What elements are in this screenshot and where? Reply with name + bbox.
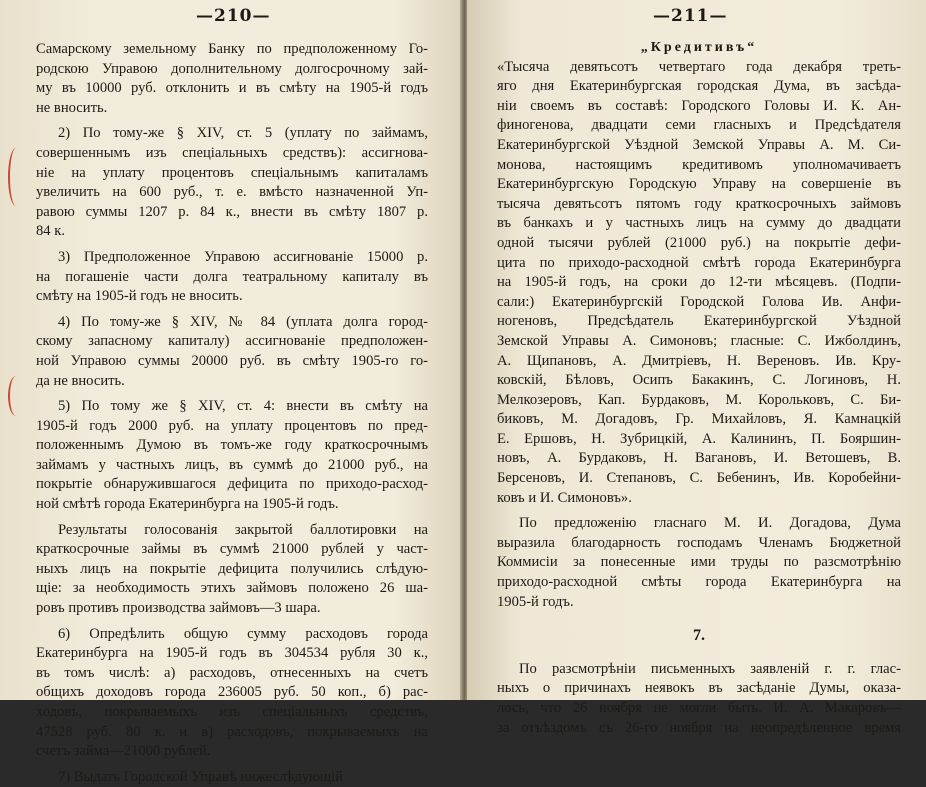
- text-line: въ банкахъ и у частныхъ лицъ на сумму до двадцати: [497, 215, 901, 232]
- text-line: на погашеніе части долга театральному капиталу въ: [36, 268, 428, 285]
- text-line: ныхъ лицъ на покрытіе дефицита получились слѣдую-: [36, 560, 428, 577]
- text-line: смѣту на 1905-й годъ не вносить.: [36, 288, 243, 305]
- text-line: Берсеновъ, И. Степановъ, С. Бебенинъ, Ив. Коробейни-: [497, 470, 901, 487]
- text-line: Мелкозеровъ, Кап. Бурдаковъ, М. Корольковъ, С. Би-: [497, 391, 901, 408]
- text-line: ной Управою суммы 20000 руб. въ смѣту 1905-го го-: [36, 352, 428, 369]
- text-line: яго дня Екатеринбургская городская Дума, въ засѣда-: [497, 78, 901, 95]
- text-line: совершеннымъ изъ спеціальныхъ средствъ): ассигнова-: [36, 144, 428, 161]
- text-line: Самарскому земельному Банку по предположенному Го-: [36, 41, 428, 57]
- text-line: на 1905-й годъ, на сроки до 12-ти мѣсяцевъ. (Подпи-: [497, 274, 901, 291]
- page-number-right: —211—: [653, 6, 728, 26]
- text-line: новъ, А. Бурдаковъ, Н. Вагановъ, И. Ветошевъ, В.: [497, 450, 901, 467]
- text-line: 7) Выдать Городской Управѣ нижеслѣдующій: [58, 768, 344, 785]
- section-number: 7.: [693, 627, 705, 645]
- text-line: счетъ займа—21000 рублей.: [36, 743, 211, 760]
- text-line: 2) По тому-же § XIV, ст. 5 (уплату по займамъ,: [58, 125, 428, 142]
- text-line: ковъ и И. Симоновъ».: [497, 489, 632, 506]
- text-line: не вносить.: [36, 99, 108, 116]
- text-line: ныхъ о причинахъ неявокъ въ засѣданіе Думы, оказа-: [497, 680, 901, 697]
- text-line: финогенова, двадцати семи гласныхъ и Предсѣдателя: [497, 117, 901, 134]
- text-line: въ томъ числѣ: а) расходовъ, отнесенныхъ на счетъ: [36, 664, 428, 681]
- text-line: 3) Предположенное Управою ассигнованіе 15000 р.: [58, 248, 428, 265]
- text-line: скому запасному капиталу) ассигнованіе предположен-: [36, 333, 428, 350]
- text-line: одной тысячи рублей (21000 руб.) на покрытіе дефи-: [497, 234, 901, 251]
- text-line: ніе на уплату процентовъ спеціальнымъ капиталамъ: [36, 164, 428, 181]
- text-line: Земской Управы А. Симоновъ; гласные: С. Ижболдинъ,: [497, 332, 901, 349]
- section-heading: „Кредитивъ“: [640, 40, 758, 55]
- text-line: сали:) Екатеринбургскій Городской Голова Ив. Анфи-: [497, 293, 901, 310]
- text-line: Е. Ершовъ, Н. Зубрицкій, А. Калининъ, П. Бояршин-: [497, 430, 901, 447]
- text-line: равою суммы 1207 р. 84 к., внести въ смѣту 1807 р.: [36, 203, 428, 220]
- left-page-text: [36, 40, 428, 787]
- text-line: Екатеринбурга на 1905-й годъ въ 304534 рубля 30 к.,: [36, 645, 428, 662]
- text-line: ходовъ, покрываемыхъ изъ спеціальныхъ средствъ,: [36, 704, 428, 720]
- text-line: увеличить на 600 руб., т. е. вмѣсто назначенной Уп-: [36, 184, 428, 201]
- text-line: 5) По тому же § XIV, ст. 4: внести въ смѣту на: [58, 398, 428, 415]
- text-line: биковъ, М. Догадовъ, Гр. Михайловъ, Я. Камнацкій: [497, 411, 901, 428]
- text-line: цита по приходо-расходной смѣтѣ города Екатеринбурга: [497, 254, 901, 271]
- text-line: тысяча девятьсотъ пятомъ году краткосрочныхъ займовъ: [497, 195, 901, 212]
- text-line: ногеновъ, Предсѣдатель Екатеринбургской Уѣздной: [497, 313, 901, 330]
- text-line: 1905-й годъ.: [497, 593, 574, 610]
- margin-mark: [8, 376, 24, 416]
- right-page-text: [497, 38, 901, 738]
- text-line: монова, настоящимъ кредитивомъ уполномачиваетъ: [497, 156, 901, 173]
- text-line: общихъ доходовъ города 236005 руб. 50 коп., б) рас-: [36, 684, 428, 701]
- text-line: положеннымъ Думою въ томъ-же году краткосрочнымъ: [36, 437, 428, 454]
- text-line: Результаты голосованія закрытой баллотировки на: [58, 521, 428, 538]
- text-line: ніи своемъ въ составѣ: Городского Головы И. К. Ан-: [497, 97, 901, 114]
- text-line: приходо-расходной смѣты города Екатеринбурга на: [497, 574, 901, 591]
- text-line: Екатеринбургскую Городскую Управу на совершеніе въ: [497, 176, 901, 193]
- text-line: щіе: за необходимость этихъ займовъ положено 26 ша-: [36, 580, 428, 597]
- text-line: «Тысяча девятьсотъ четвертаго года декабря треть-: [497, 58, 901, 75]
- text-line: 6) Опредѣлить общую сумму расходовъ города: [58, 625, 428, 642]
- text-line: займамъ у частныхъ лицъ, въ суммѣ до 21000 руб., на: [36, 456, 428, 473]
- text-line: Коммисіи за понесенные ими труды по разсмотрѣнію: [497, 554, 901, 571]
- text-line: ковскій, Бѣловъ, Осипъ Бакакинъ, С. Логиновъ, Н.: [497, 372, 901, 389]
- left-page: [0, 0, 463, 785]
- text-line: 47528 руб. 80 к. и в) расходовъ, покрываемыхъ на: [36, 723, 428, 740]
- text-line: По предложенію гласнаго М. И. Догадова, Дума: [519, 515, 901, 532]
- text-line: 84 к.: [36, 223, 65, 240]
- text-line: му въ 10000 руб. отклонить и въ смѣту на 1905-й годъ: [36, 80, 428, 97]
- text-line: 1905-й годъ 2000 руб. на уплату процентовъ по пред-: [36, 417, 428, 434]
- text-line: за отъѣздомъ съ 26-го ноября на неопредѣленное время: [497, 719, 901, 736]
- text-line: лось, что 26 ноября не могли быть. И. А. Макаровъ—: [497, 700, 901, 716]
- text-line: ровъ противъ производства займовъ—3 шара.: [36, 600, 321, 617]
- margin-mark: [8, 148, 24, 206]
- text-line: ной смѣтѣ города Екатеринбурга на 1905-й годъ.: [36, 496, 339, 513]
- text-line: По разсмотрѣніи письменныхъ заявленій г. г. глас-: [519, 660, 901, 677]
- text-line: 4) По тому-же § XIV, № 84 (уплата долга город-: [58, 313, 428, 330]
- text-line: А. Щипановъ, А. Дмитріевъ, Н. Вереновъ. Ив. Кру-: [497, 352, 901, 369]
- text-line: да не вносить.: [36, 372, 125, 389]
- text-line: Екатеринбургской Уѣздной Земской Управы А. М. Си-: [497, 136, 901, 153]
- page-number-left: —210—: [196, 6, 271, 26]
- text-line: родскою Управою дополнительному долгосрочному зай-: [36, 60, 428, 77]
- text-line: покрытіе обнаружившагося дефицита по приходо-расход-: [36, 476, 428, 493]
- text-line: краткосрочные займы въ суммѣ 21000 рублей у част-: [36, 541, 428, 558]
- text-line: выразила благодарность господамъ Членамъ Бюджетной: [497, 534, 901, 551]
- right-page: [467, 0, 926, 736]
